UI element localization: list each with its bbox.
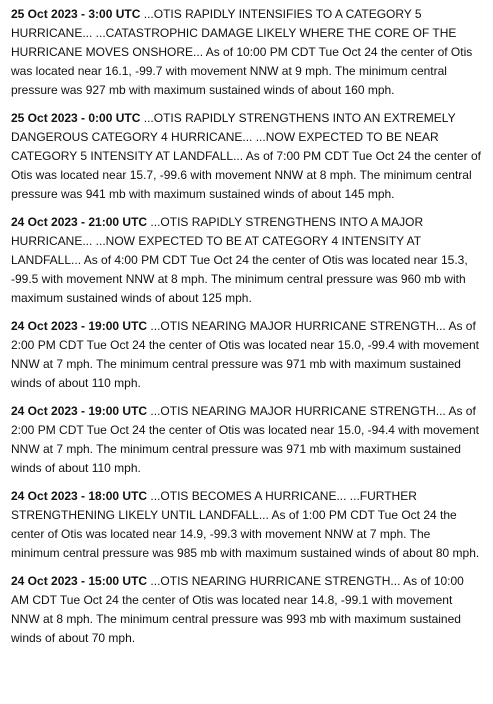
advisory-entry xyxy=(11,487,481,563)
advisory-entry xyxy=(11,317,481,393)
advisory-text: ...OTIS NEARING MAJOR HURRICANE STRENGTH... As of 2:00 PM CDT Tue Oct 24 the center of Otis was located near 15.0, -94.4 with movement NNW at 7 mph. The minimum central pressure was 971 mb with maximum sustained winds of about 110 mph. xyxy=(11,404,480,475)
advisory-entry xyxy=(11,213,481,308)
advisory-entry xyxy=(11,572,481,648)
advisory-entry xyxy=(11,402,481,478)
advisory-text: ...OTIS NEARING HURRICANE STRENGTH... As of 10:00 AM CDT Tue Oct 24 the center of Otis was located near 14.8, -99.1 with movement NNW at 8 mph. The minimum central pressure was 993 mb with maximum sustained winds of about 70 mph. xyxy=(11,574,464,645)
advisory-text: ...OTIS NEARING MAJOR HURRICANE STRENGTH... As of 2:00 PM CDT Tue Oct 24 the center of Otis was located near 15.0, -99.4 with movement NNW at 7 mph. The minimum central pressure was 971 mb with maximum sustained winds of about 110 mph. xyxy=(11,319,480,390)
advisory-text: ...OTIS BECOMES A HURRICANE... ...FURTHER STRENGTHENING LIKELY UNTIL LANDFALL... As of 1:00 PM CDT Tue Oct 24 the center of Otis was located near 14.9, -99.3 with movement NNW at 7 mph. The minimum central pressure was 985 mb with maximum sustained winds of about 80 mph. xyxy=(11,489,480,560)
advisory-text: ...OTIS RAPIDLY INTENSIFIES TO A CATEGORY 5 HURRICANE... ...CATASTROPHIC DAMAGE LIKELY WHERE THE CORE OF THE HURRICANE MOVES ONSHORE... As of 10:00 PM CDT Tue Oct 24 the center of Otis was located near 16.1, -99.7 with movement NNW at 9 mph. The minimum central pressure was 927 mb with maximum sustained winds of about 160 mph. xyxy=(11,7,473,97)
advisory-timestamp: 25 Oct 2023 - 0:00 UTC xyxy=(11,111,141,125)
advisory-text: ...OTIS RAPIDLY STRENGTHENS INTO A MAJOR HURRICANE... ...NOW EXPECTED TO BE AT CATEGORY 4 INTENSITY AT LANDFALL... As of 4:00 PM CDT Tue Oct 24 the center of Otis was located near 15.3, -99.5 with movement NNW at 8 mph. The minimum central pressure was 960 mb with maximum sustained winds of about 125 mph. xyxy=(11,215,468,305)
advisory-timestamp: 24 Oct 2023 - 18:00 UTC xyxy=(11,489,148,503)
advisory-timestamp: 25 Oct 2023 - 3:00 UTC xyxy=(11,7,141,21)
advisory-entry xyxy=(11,5,481,100)
advisory-timestamp: 24 Oct 2023 - 19:00 UTC xyxy=(11,319,148,333)
advisory-timestamp: 24 Oct 2023 - 15:00 UTC xyxy=(11,574,148,588)
advisory-timestamp: 24 Oct 2023 - 21:00 UTC xyxy=(11,215,148,229)
advisory-text: ...OTIS RAPIDLY STRENGTHENS INTO AN EXTREMELY DANGEROUS CATEGORY 4 HURRICANE... ...NOW EXPECTED TO BE NEAR CATEGORY 5 INTENSITY AT LANDFALL... As of 7:00 PM CDT Tue Oct 24 the center of Otis was located near 15.7, -99.6 with movement NNW at 8 mph. The minimum central pressure was 941 mb with maximum sustained winds of about 145 mph. xyxy=(11,111,481,201)
advisory-entry xyxy=(11,109,481,204)
advisory-timestamp: 24 Oct 2023 - 19:00 UTC xyxy=(11,404,148,418)
